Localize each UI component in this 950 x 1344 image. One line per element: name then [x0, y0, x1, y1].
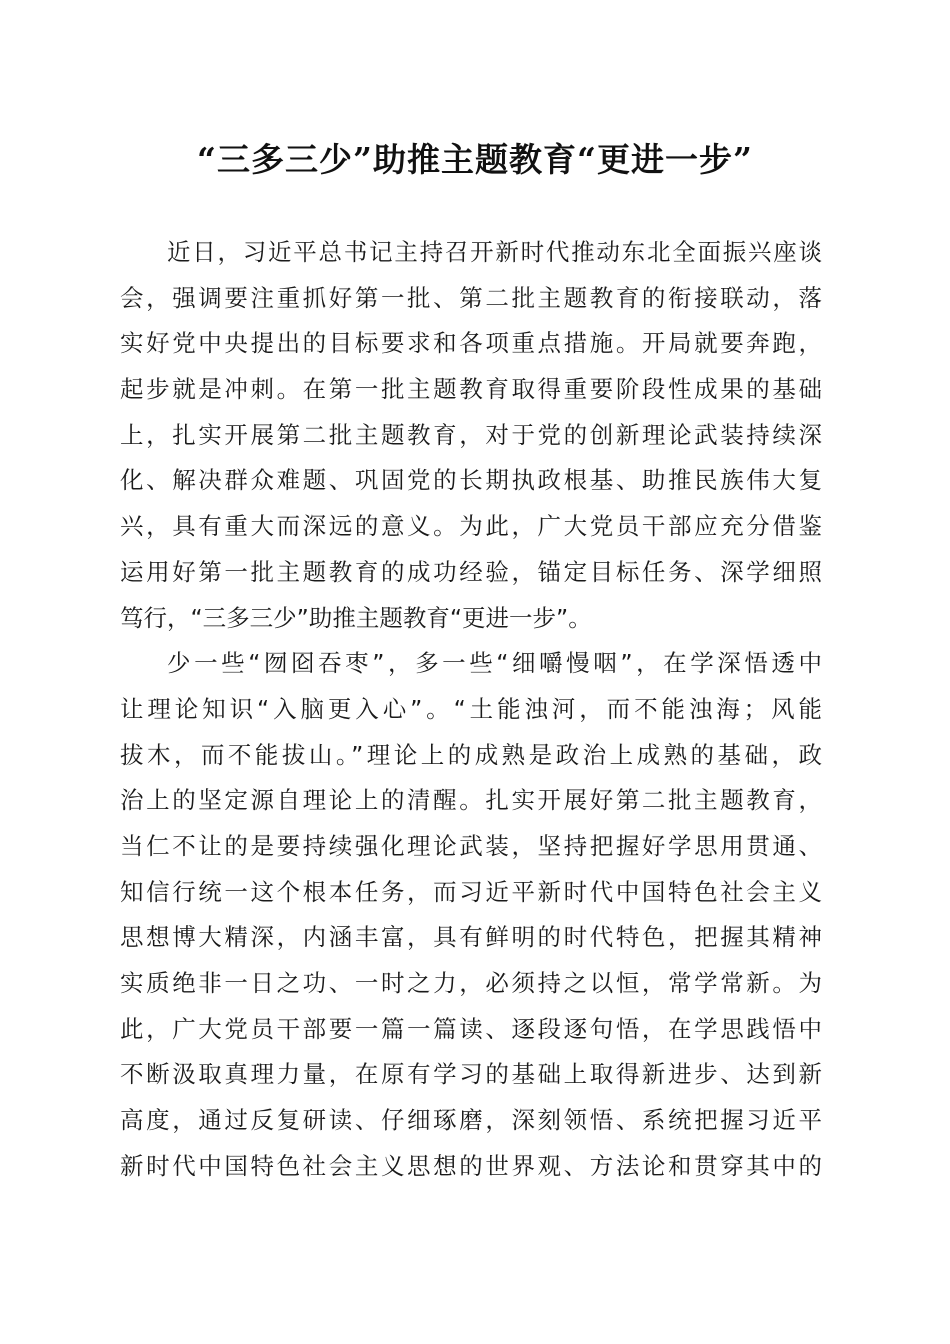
text-line: 实质绝非一日之功、一时之力，必须持之以恒，常学常新。为 [120, 969, 822, 997]
text-line: 拔木，而不能拔山。”理论上的成熟是政治上成熟的基础，政 [120, 740, 822, 769]
text-line: 运用好第一批主题教育的成功经验，锚定目标任务、深学细照 [120, 557, 822, 586]
text-line: 化、解决群众难题、巩固党的长期执政根基、助推民族伟大复 [120, 466, 822, 495]
text-line: 治上的坚定源自理论上的清醒。扎实开展好第二批主题教育， [120, 786, 822, 815]
paragraph-2 [120, 641, 822, 1189]
text-line: 不断汲取真理力量，在原有学习的基础上取得新进步、达到新 [120, 1060, 822, 1089]
text-line: 此，广大党员干部要一篇一篇读、逐段逐句悟，在学思践悟中 [120, 1014, 822, 1043]
text-line: 近日，习近平总书记主持召开新时代推动东北全面振兴座谈 [167, 238, 822, 266]
text-line: 会，强调要注重抓好第一批、第二批主题教育的衔接联动，落 [120, 283, 822, 312]
text-line: 高度，通过反复研读、仔细琢磨，深刻领悟、系统把握习近平 [120, 1106, 822, 1135]
text-line: 笃行，“三多三少”助推主题教育“更进一步”。 [120, 603, 592, 632]
text-line: 上，扎实开展第二批主题教育，对于党的创新理论武装持续深 [120, 420, 822, 449]
paragraph-1 [120, 230, 822, 641]
text-line: 新时代中国特色社会主义思想的世界观、方法论和贯穿其中的 [120, 1151, 822, 1180]
text-line: 少一些“囫囵吞枣”，多一些“细嚼慢咽”，在学深悟透中 [167, 649, 822, 678]
text-line: 起步就是冲刺。在第一批主题教育取得重要阶段性成果的基础 [120, 375, 822, 404]
text-line: 让理论知识“入脑更入心”。“土能浊河，而不能浊海；风能 [120, 694, 822, 723]
document-body [120, 230, 822, 1189]
document-title: “三多三少”助推主题教育“更进一步” [197, 140, 753, 179]
text-line: 当仁不让的是要持续强化理论武装，坚持把握好学思用贯通、 [120, 831, 822, 860]
text-line: 思想博大精深，内涵丰富，具有鲜明的时代特色，把握其精神 [120, 923, 822, 952]
text-line: 知信行统一这个根本任务，而习近平新时代中国特色社会主义 [120, 877, 822, 906]
text-line: 实好党中央提出的目标要求和各项重点措施。开局就要奔跑， [120, 329, 822, 358]
text-line: 兴，具有重大而深远的意义。为此，广大党员干部应充分借鉴 [120, 512, 822, 541]
